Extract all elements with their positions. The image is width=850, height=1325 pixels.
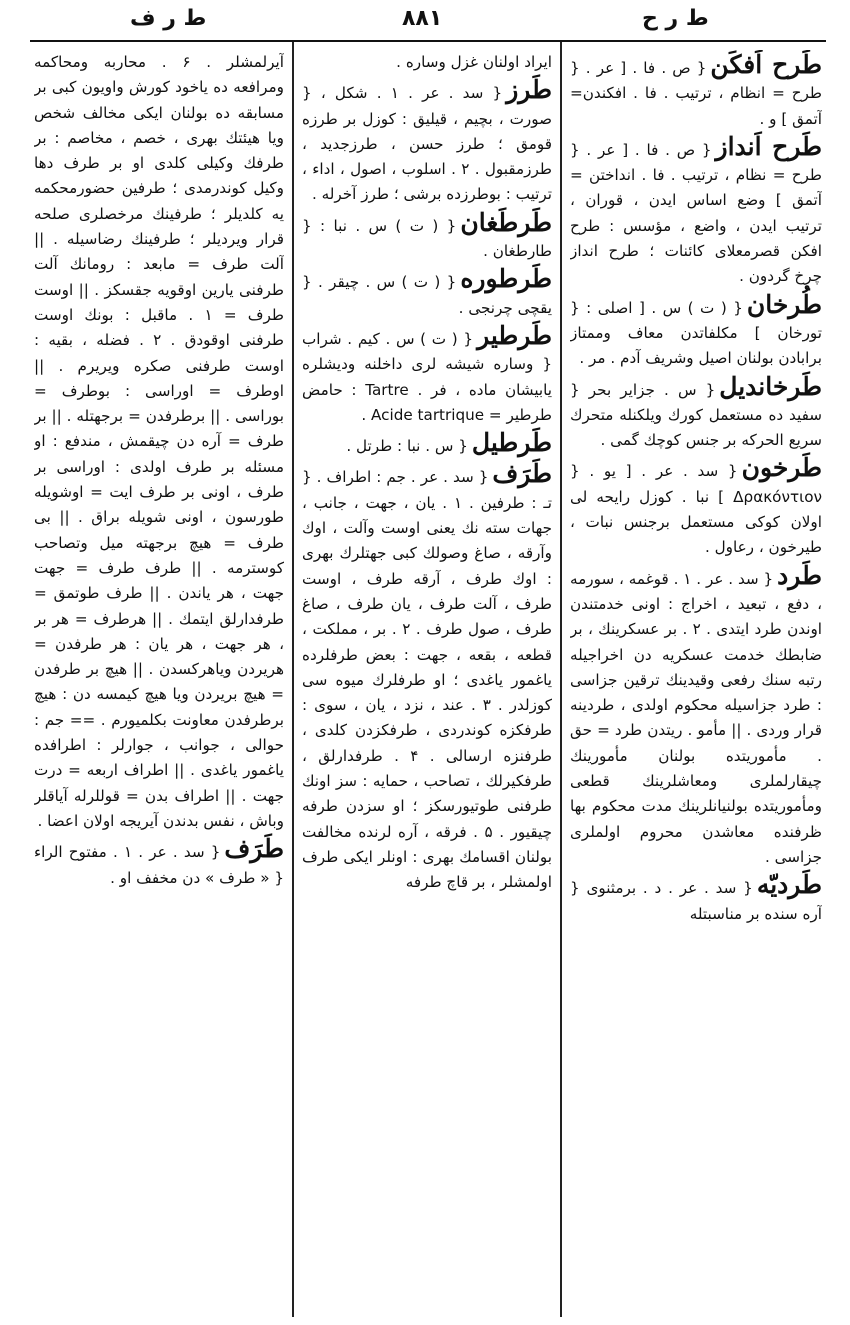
entry-definition: { ص . فا . [ عر . { طرح = انظام ، ترتيب . فا . افكندن= آتمق ] و . xyxy=(570,59,822,128)
dictionary-entry xyxy=(302,321,552,428)
dictionary-entry xyxy=(302,428,552,459)
entry-definition: { ص . فا . [ عر . { طرح = نظام ، ترتيب . فا . انداختن = آتمق ] وضع اساس ايدن ، قوران ، ترتيب ايدن ، واضع ، مؤسس : طرح افكن قصرمعلای كائنات ؛ طرح انداز چرخ گردون . xyxy=(570,140,822,286)
dictionary-entry xyxy=(34,50,284,834)
entry-headword: طَرديّه xyxy=(756,870,822,900)
column-left xyxy=(34,50,284,1320)
entry-headword: طَرد xyxy=(777,560,822,590)
column-middle xyxy=(302,50,552,1320)
entry-definition: { ( ت ) س . [ اصلی : { تورخان ] مكلفاتدن معاف وممتاز برابادن بولنان اصيل وشريف آدم . مر . xyxy=(570,298,822,368)
entry-definition: { ( ت ) س . نبا : { طارطغان . xyxy=(302,216,552,261)
entry-definition: { سد . عر . د . برمثنوی { آره سنده بر مناسبتله xyxy=(570,879,822,923)
dictionary-entry xyxy=(570,50,822,132)
entry-headword: طَرخون xyxy=(741,453,822,483)
dictionary-entry xyxy=(570,290,822,372)
entry-headword: طَرطيل xyxy=(471,428,552,458)
entry-headword: طَرح اَنداز xyxy=(715,131,822,161)
column-divider-left xyxy=(292,42,294,1317)
dictionary-entry xyxy=(570,372,822,454)
entry-headword: طَرز xyxy=(506,75,552,105)
entry-definition: { سد . عر . [ يو . { Δρακόντιον ] نبا . كوزل رايحه لی اولان كوكی مستعمل برجنس نبات ، طيرخون ، رعاول . xyxy=(570,462,822,557)
entry-headword: طَرَف xyxy=(492,459,552,489)
dictionary-entry xyxy=(570,453,822,560)
entry-headword: طَرطوره xyxy=(460,264,552,294)
dictionary-entry xyxy=(302,264,552,321)
entry-headword: طَرطير xyxy=(477,320,552,350)
dictionary-entry xyxy=(302,459,552,895)
dictionary-entry xyxy=(570,561,822,871)
entry-headword: طَرَف xyxy=(224,834,284,864)
page-header xyxy=(30,0,826,42)
entry-definition: آيرلمشلر . ۶ . محاربه ومحاكمه ومرافعه ده ياخود كورش واويون كبی بر مسابقه ده بولنان ايكی مخالف شخص ويا هيئتك بهری ، خصم ، مخاصم : بر طرفك وكيلی كلدی او بر طرف دها وكيل كوندرمدی ؛ طرفين حضورمحكمه يه كلديلر ؛ طرفينك مرخصلری صلحه قرار ويرديلر ؛ طرفينك رضاسيله . || آلت طرف = مابعد : رومانك آلت طرفنی يارين اوقويه جقسكز . || اوست طرف = ۱ . ماقبل : بونك اوست طرفنی اوقودق . ۲ . فضله ، بقيه : اوست طرفنی صكره ويريرم . || اوطرف = اوراسی : بوطرف = بوراسی . || برطرفدن = برجهتله . || بر طرف = آره دن چيقمش ، مندفع : او مسئله بر طرف اولدی : اوراسی بر طرف ، اونی بر طرف ايت = اوشويله طورسون ، اونی شويله براق . || بی طرف = هيچ برجهته ميل وتصاحب كوسترمه . || طرف طرف = جهت جهت ، هر ياندن . || طرف طوتمق = طرفدارلق ايتمك . || هرطرف = هر بر ، هر جهت ، هر يان : هر طرفدن = هريردن وياهركسدن . || هيچ بر طرفدن = هيچ بريردن ويا هيچ كيمسه دن : هيچ برطرفدن معاونت بكلميورم . == جم : حوالی ، جوانب ، جوارلر : اطرافده ياغمور ياغدی . || اطراف اربعه = درت جهت . || اطراف بدن = قوللرله آياقلر وباش ، نفس بدندن آيريجه اولان اعضا . xyxy=(34,53,284,830)
dictionary-entry xyxy=(302,75,552,207)
entry-headword: طَرخانديل xyxy=(719,371,822,401)
dictionary-entry xyxy=(570,870,822,927)
entry-headword: طَرطَغان xyxy=(460,207,552,237)
column-divider-right xyxy=(560,42,562,1317)
header-right-letters: ط ر ح xyxy=(642,6,709,31)
entry-definition: ايراد اولنان غزل وساره . xyxy=(396,53,552,71)
entry-definition: { س . نبا : طرتل . xyxy=(346,437,468,456)
dictionary-entry xyxy=(34,834,284,891)
dictionary-entry xyxy=(302,50,552,75)
dictionary-entry xyxy=(302,208,552,265)
column-right xyxy=(570,50,822,1320)
entry-headword: طَرح اَفكَن xyxy=(710,50,822,79)
entry-headword: طُرخان xyxy=(746,289,822,319)
entry-definition: { سد . عر . ۱ . قوغمه ، سورمه ، دفع ، تبعيد ، اخراج : اونی خدمتندن اوندن طرد ايتدی . ۲ . بر عسكرينك ، بر ضابطك خدمت عسكريه دن اخراجيله رتبه سنك رفعی وقيدينك ترقين جزاسی : طرد جزاسيله محكوم اولدی ، طردينه قرار وردی . || مأمو . ريتدن طرد = حق . مأموريتده بولنان مأمورينك چيقارلملری ومعاشلرينك قطعی ومأموريتده بولنيانلرينك مدت محكوم بها ظرفنده معاشدن محروم اولملری جزاسی . xyxy=(570,569,822,866)
page-number: ۸۸۱ xyxy=(402,6,443,31)
entry-definition: { سد . عر . ۱ . مفتوح الراء { « طرف » دن مخفف او . xyxy=(34,843,284,887)
entry-definition: { سد . عر . ۱ . شكل ، { صورت ، بچيم ، قيليق : كوزل بر طرزه قومق ؛ طرز حسن ، طرزجديد ، طرزمقبول . ۲ . اسلوب ، اصول ، اداء ، ترتيب : بوطرزده برشی ؛ طرز آخرله . xyxy=(302,84,552,204)
entry-definition: { سد . عر . جم : اطراف . { تـ : طرفين . ۱ . يان ، جهت ، جانب ، جهات سته نك يعنی اوست وآلت ، اوك وآرقه ، صاغ وصولك كبی جهتلرك بهری : اوك طرف ، آرقه طرف ، اوست طرف ، آلت طرف ، يان طرف ، صاغ طرف ، صول طرف . ۲ . بر ، مملكت ، قطعه ، بقعه ، جهت : بعض طرفلرده ياغمور ياغدی ؛ او طرفلرك ميوه سی كوزلدر . ۳ . عند ، نزد ، يان ، سوی : طرفكزه كوندردی ، طرفكزدن كلدی ، طرفنزه ارسالی . ۴ . طرفدارلق ، طرفكيرلك ، تصاحب ، حمايه : سز اونك طرفنی طوتيورسكز ؛ او سزدن طرفه چيقيور . ۵ . فرقه ، آره لرنده مخالفت بولنان اقسامك بهری : اونلر ايكی طرف اولمشلر ، بر قاچ طرفه xyxy=(302,468,552,892)
dictionary-entry xyxy=(570,132,822,290)
entry-definition: { ( ت ) س . چيقر . { يقچی چرنجی . xyxy=(302,273,552,317)
entry-definition: { ( ت ) س . كيم . شراب { وساره شيشه لری داخلنه وديشلره يابيشان ماده ، فر . Tartre : حامض طرطير = Acide tartrique . xyxy=(302,329,552,424)
header-left-letters: ط ر ف xyxy=(130,6,207,31)
entry-definition: { س . جزاير بحر { سفيد ده مستعمل كورك ويلكنله متحرك سريع الحركه بر جنس كوچك گمی . xyxy=(570,380,822,450)
